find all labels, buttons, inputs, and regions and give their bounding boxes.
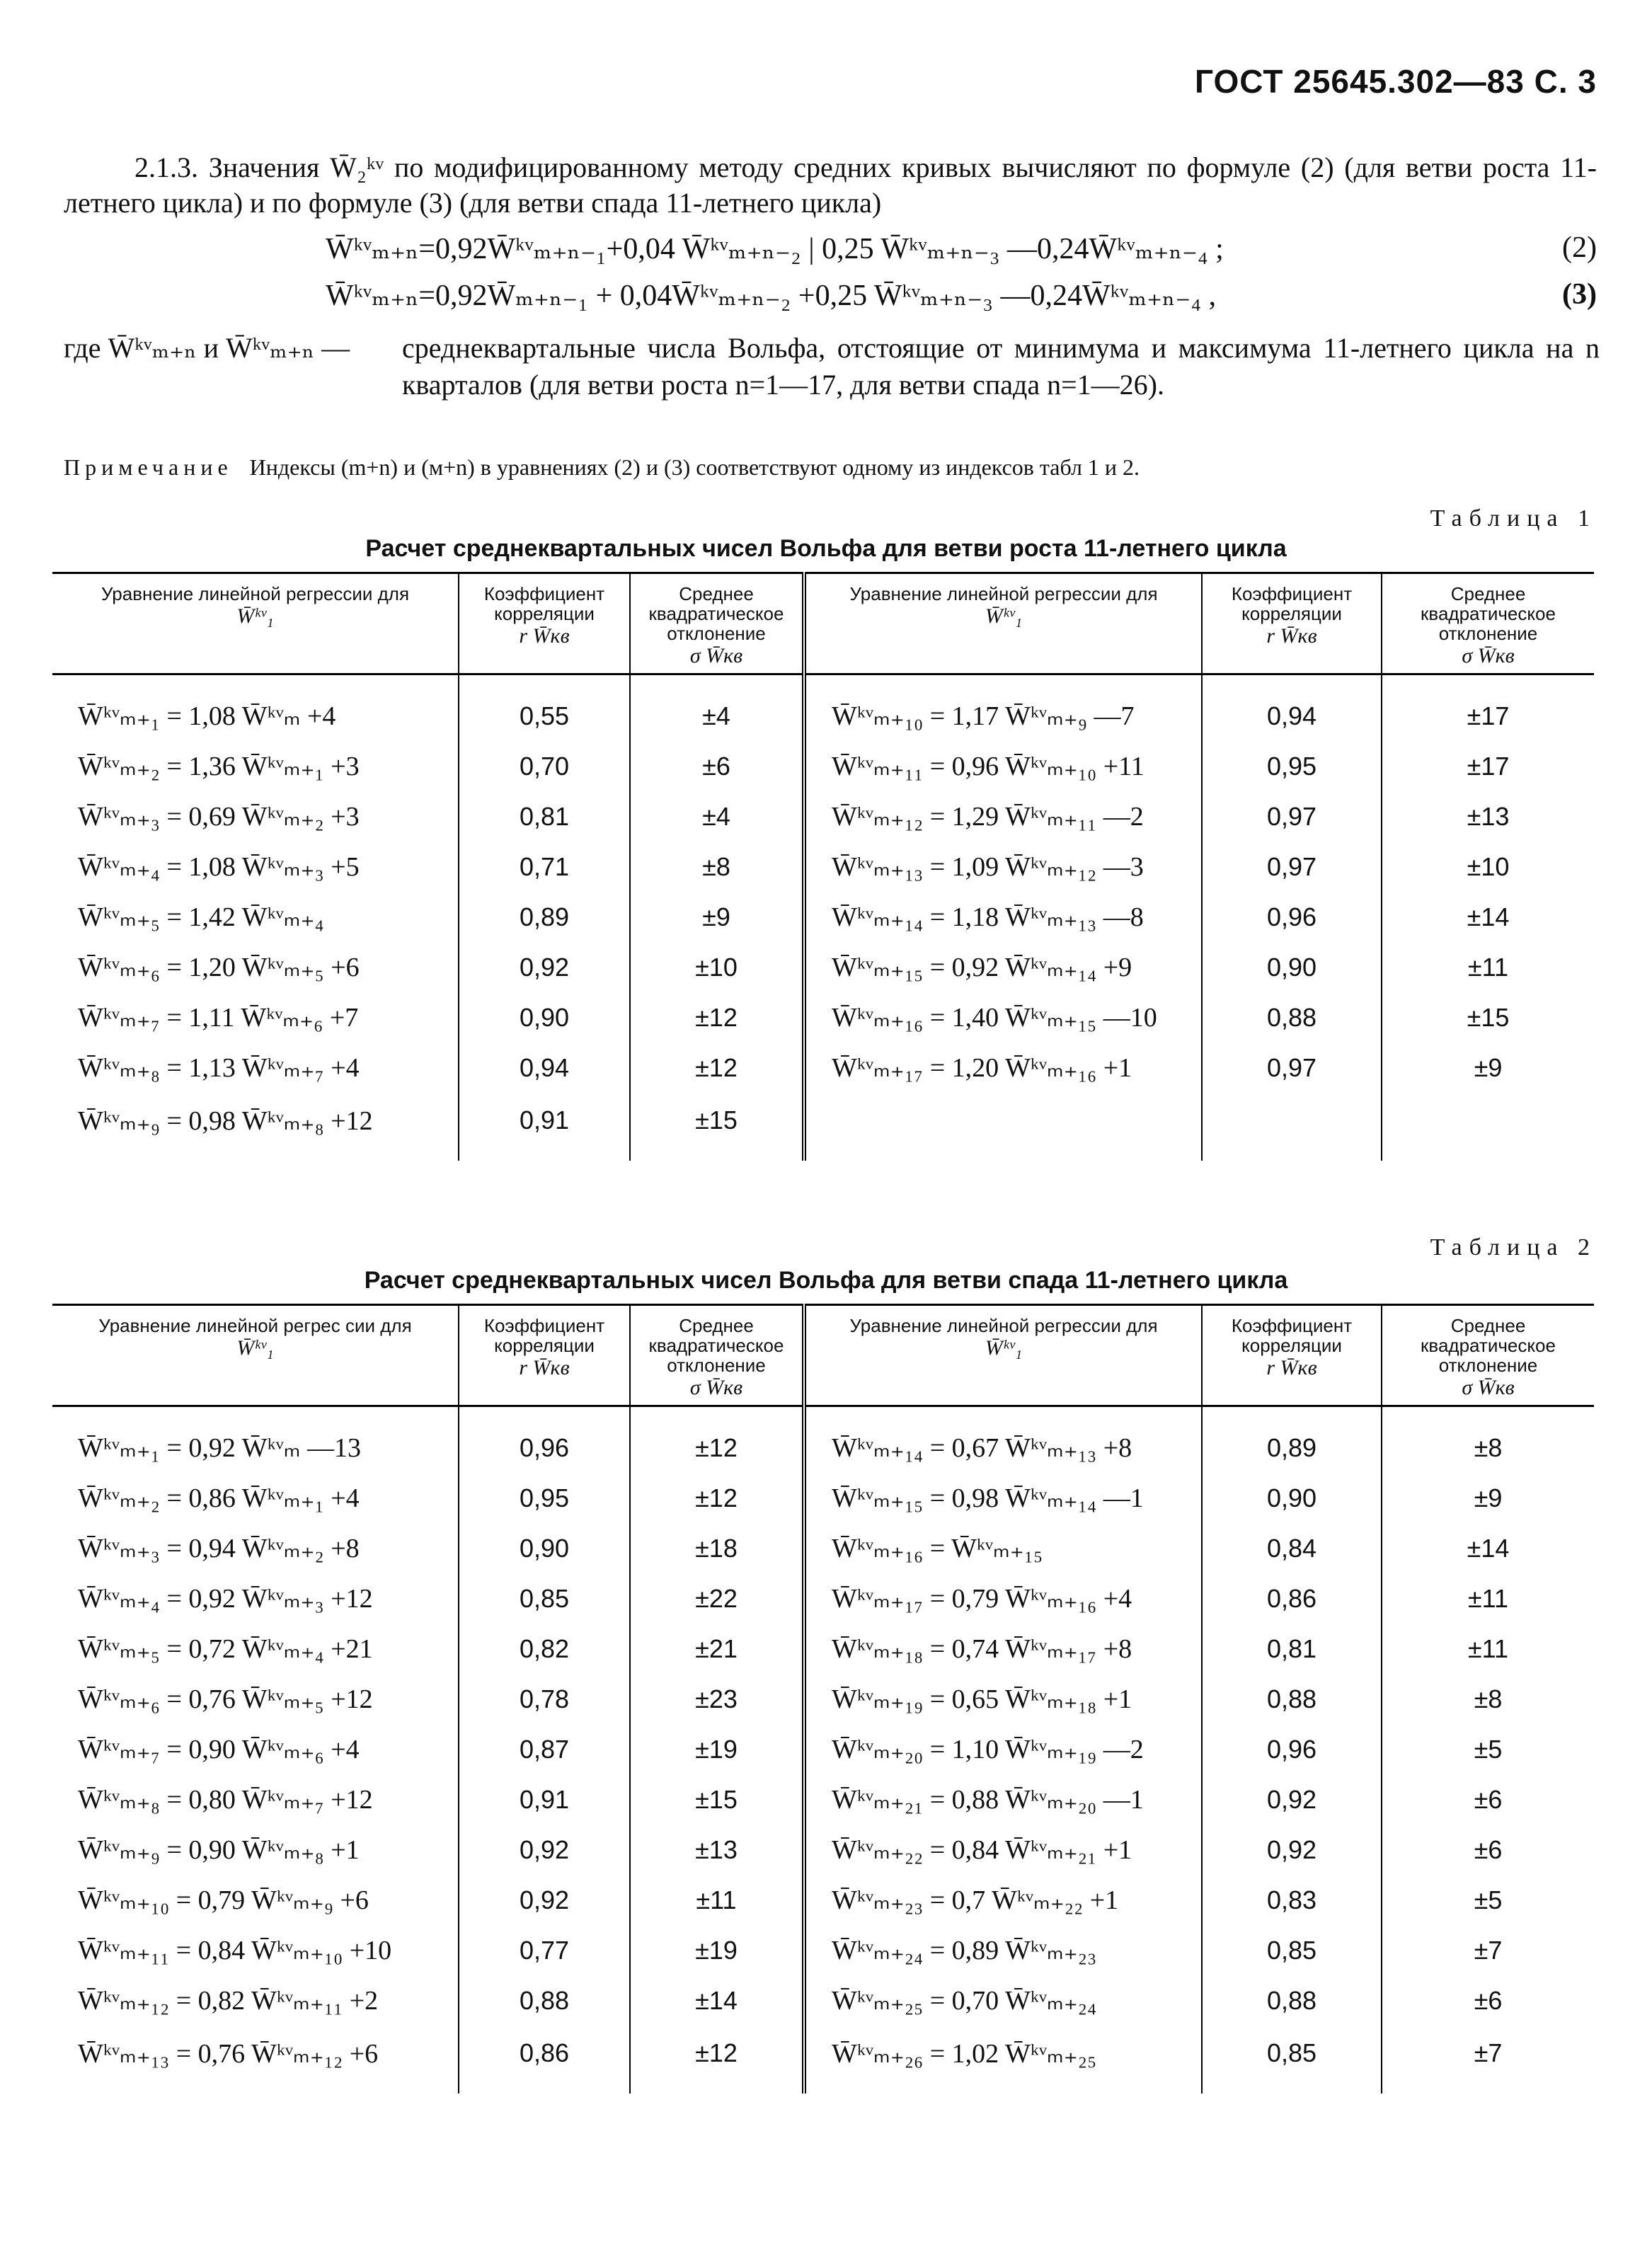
correlation-cell: 0,86 xyxy=(1202,1573,1382,1624)
equation-cell: W̄ᵏᵛₘ₊₁₃ = 0,76 W̄ᵏᵛₘ₊₁₂ +6 xyxy=(52,2026,459,2094)
equation-cell: W̄ᵏᵛₘ₊₂ = 1,36 W̄ᵏᵛₘ₊₁ +3 xyxy=(52,741,459,791)
equation-cell: W̄ᵏᵛₘ₊₇ = 1,11 W̄ᵏᵛₘ₊₆ +7 xyxy=(52,992,459,1043)
sigma-cell: ±6 xyxy=(1474,1985,1503,2015)
sigma-cell: ±8 xyxy=(1474,1684,1503,1713)
correlation-cell: 0,92 xyxy=(459,1825,630,1875)
header-sigma: Среднее квадратическое отклонение σ W̄кв xyxy=(630,1305,804,1406)
sigma-cell: ±5 xyxy=(1474,1734,1503,1764)
header-equation: Уравнение линейной регрес сии для W̄ᵏᵛ₁ xyxy=(52,1305,459,1406)
equation-cell: W̄ᵏᵛₘ₊₁₃ = 1,09 W̄ᵏᵛₘ₊₁₂ —3 xyxy=(804,842,1202,892)
equation-cell: W̄ᵏᵛₘ₊₁ = 0,92 W̄ᵏᵛₘ —13 xyxy=(52,1406,459,1474)
formula-2 xyxy=(326,231,1597,275)
correlation-cell: 0,90 xyxy=(459,992,630,1043)
correlation-cell: 0,81 xyxy=(459,791,630,842)
correlation-cell: 0,55 xyxy=(459,674,630,742)
correlation-cell: 0,97 xyxy=(1202,1043,1382,1093)
table-row xyxy=(52,1093,1594,1161)
correlation-cell: 0,97 xyxy=(1202,791,1382,842)
sigma-cell: ±12 xyxy=(630,1043,804,1093)
header-equation: Уравнение линейной регрессии для W̄ᵏᵛ₁ xyxy=(804,1305,1202,1406)
header-correlation: Коэффициент корреляции r W̄кв xyxy=(1202,1305,1382,1406)
equation-cell: W̄ᵏᵛₘ₊₁₀ = 1,17 W̄ᵏᵛₘ₊₉ —7 xyxy=(804,674,1202,742)
sigma-cell: ±22 xyxy=(630,1573,804,1624)
table-row xyxy=(52,942,1594,992)
equation-cell: W̄ᵏᵛₘ₊₅ = 1,42 W̄ᵏᵛₘ₊₄ xyxy=(52,892,459,942)
equation-cell: W̄ᵏᵛₘ₊₂₅ = 0,70 W̄ᵏᵛₘ₊₂₄ xyxy=(804,1975,1202,2026)
equation-cell: W̄ᵏᵛₘ₊₁₅ = 0,98 W̄ᵏᵛₘ₊₁₄ —1 xyxy=(804,1473,1202,1523)
sigma-cell: ±15 xyxy=(1467,1002,1510,1032)
table-row xyxy=(52,1674,1594,1724)
header-sigma: Среднее квадратическое отклонение σ W̄кв xyxy=(1382,1305,1594,1406)
correlation-cell: 0,89 xyxy=(459,892,630,942)
correlation-cell: 0,85 xyxy=(459,1573,630,1624)
equation-cell: W̄ᵏᵛₘ₊₁₇ = 1,20 W̄ᵏᵛₘ₊₁₆ +1 xyxy=(804,1043,1202,1093)
sigma-cell: ±5 xyxy=(1474,1885,1503,1914)
table-row xyxy=(52,1975,1594,2026)
correlation-cell: 0,85 xyxy=(1202,1925,1382,1975)
equation-cell: W̄ᵏᵛₘ₊₁₆ = W̄ᵏᵛₘ₊₁₅ xyxy=(804,1523,1202,1573)
correlation-cell: 0,86 xyxy=(459,2026,630,2094)
where-text: среднеквартальные числа Вольфа, отстоящие от минимума и максимума 11-летнего цикла на n кварталов (для ветви роста n=1—17, для ветви спада n=1—26). xyxy=(402,332,1600,401)
table-row xyxy=(52,1825,1594,1875)
equation-cell: W̄ᵏᵛₘ₊₁₁ = 0,96 W̄ᵏᵛₘ₊₁₀ +11 xyxy=(804,741,1202,791)
correlation-cell: 0,92 xyxy=(459,1875,630,1925)
equation-cell: W̄ᵏᵛₘ₊₆ = 0,76 W̄ᵏᵛₘ₊₅ +12 xyxy=(52,1674,459,1724)
sigma-cell: ±11 xyxy=(1467,952,1509,982)
sigma-cell: ±12 xyxy=(630,1406,804,1474)
correlation-cell: 0,88 xyxy=(1202,1674,1382,1724)
table-row xyxy=(52,674,1594,742)
correlation-cell: 0,85 xyxy=(1202,2026,1382,2094)
table-row xyxy=(52,791,1594,842)
header-sigma: Среднее квадратическое отклонение σ W̄кв xyxy=(1382,573,1594,674)
formula-number: (2) xyxy=(1562,231,1597,264)
sigma-cell: ±11 xyxy=(630,1875,804,1925)
correlation-cell: 0,81 xyxy=(1202,1624,1382,1674)
equation-cell: W̄ᵏᵛₘ₊₁₆ = 1,40 W̄ᵏᵛₘ₊₁₅ —10 xyxy=(804,992,1202,1043)
page-header: ГОСТ 25645.302—83 С. 3 xyxy=(1195,63,1597,100)
table-row xyxy=(52,1724,1594,1774)
header-correlation: Коэффициент корреляции r W̄кв xyxy=(459,573,630,674)
sigma-cell: ±18 xyxy=(630,1523,804,1573)
table-row xyxy=(52,1523,1594,1573)
equation-cell: W̄ᵏᵛₘ₊₁₄ = 0,67 W̄ᵏᵛₘ₊₁₃ +8 xyxy=(804,1406,1202,1474)
header-equation: Уравнение линейной регрессии для W̄ᵏᵛ₁ xyxy=(804,573,1202,674)
equation-cell: W̄ᵏᵛₘ₊₅ = 0,72 W̄ᵏᵛₘ₊₄ +21 xyxy=(52,1624,459,1674)
sigma-cell: ±9 xyxy=(1474,1052,1503,1082)
sigma-cell: ±21 xyxy=(630,1624,804,1674)
correlation-cell: 0,95 xyxy=(459,1473,630,1523)
equation-cell: W̄ᵏᵛₘ₊₁ = 1,08 W̄ᵏᵛₘ +4 xyxy=(52,674,459,742)
table-header-row xyxy=(52,573,1594,674)
sigma-cell: ±10 xyxy=(1467,851,1510,881)
equation-cell: W̄ᵏᵛₘ₊₁₅ = 0,92 W̄ᵏᵛₘ₊₁₄ +9 xyxy=(804,942,1202,992)
equation-cell: W̄ᵏᵛₘ₊₁₂ = 1,29 W̄ᵏᵛₘ₊₁₁ —2 xyxy=(804,791,1202,842)
equation-cell: W̄ᵏᵛₘ₊₁₈ = 0,74 W̄ᵏᵛₘ₊₁₇ +8 xyxy=(804,1624,1202,1674)
equation-cell: W̄ᵏᵛₘ₊₁₁ = 0,84 W̄ᵏᵛₘ₊₁₀ +10 xyxy=(52,1925,459,1975)
formula-text: W̄ᵏᵛₘ₊ₙ=0,92W̄ᵏᵛₘ₊ₙ₋₁+0,04 W̄ᵏᵛₘ₊ₙ₋₂ | 0,25 W̄ᵏᵛₘ₊ₙ₋₃ —0,24W̄ᵏᵛₘ₊ₙ₋₄ ; xyxy=(326,233,1224,265)
equation-cell: W̄ᵏᵛₘ₊₉ = 0,90 W̄ᵏᵛₘ₊₈ +1 xyxy=(52,1825,459,1875)
correlation-cell: 0,90 xyxy=(1202,1473,1382,1523)
correlation-cell: 0,91 xyxy=(459,1774,630,1825)
formula-3 xyxy=(326,277,1597,321)
equation-cell: W̄ᵏᵛₘ₊₃ = 0,94 W̄ᵏᵛₘ₊₂ +8 xyxy=(52,1523,459,1573)
table-row xyxy=(52,2026,1594,2094)
table-header-row xyxy=(52,1305,1594,1406)
correlation-cell: 0,94 xyxy=(1202,674,1382,742)
table-row xyxy=(52,1624,1594,1674)
header-correlation: Коэффициент корреляции r W̄кв xyxy=(1202,573,1382,674)
sigma-cell: ±4 xyxy=(630,791,804,842)
sigma-cell: ±7 xyxy=(1474,1935,1503,1965)
sigma-cell: ±13 xyxy=(1467,801,1510,831)
equation-cell: W̄ᵏᵛₘ₊₈ = 1,13 W̄ᵏᵛₘ₊₇ +4 xyxy=(52,1043,459,1093)
equation-cell xyxy=(804,1093,1202,1161)
correlation-cell: 0,83 xyxy=(1202,1875,1382,1925)
note-label: Примечание xyxy=(64,454,233,480)
where-label: где W̄ᵏᵛₘ₊ₙ и W̄ᵏᵛₘ₊ₙ — xyxy=(64,332,350,364)
sigma-cell: ±17 xyxy=(1467,751,1510,781)
equation-cell: W̄ᵏᵛₘ₊₈ = 0,80 W̄ᵏᵛₘ₊₇ +12 xyxy=(52,1774,459,1825)
correlation-cell: 0,92 xyxy=(1202,1774,1382,1825)
equation-cell: W̄ᵏᵛₘ₊₂₂ = 0,84 W̄ᵏᵛₘ₊₂₁ +1 xyxy=(804,1825,1202,1875)
equation-cell: W̄ᵏᵛₘ₊₄ = 1,08 W̄ᵏᵛₘ₊₃ +5 xyxy=(52,842,459,892)
table-row xyxy=(52,842,1594,892)
sigma-cell: ±11 xyxy=(1467,1633,1509,1663)
equation-cell: W̄ᵏᵛₘ₊₁₂ = 0,82 W̄ᵏᵛₘ₊₁₁ +2 xyxy=(52,1975,459,2026)
sigma-cell: ±19 xyxy=(630,1925,804,1975)
correlation-cell: 0,88 xyxy=(459,1975,630,2026)
table-row xyxy=(52,741,1594,791)
table-row xyxy=(52,992,1594,1043)
correlation-cell: 0,87 xyxy=(459,1724,630,1774)
correlation-cell: 0,92 xyxy=(459,942,630,992)
correlation-cell: 0,78 xyxy=(459,1674,630,1724)
table-row xyxy=(52,1875,1594,1925)
note xyxy=(64,453,1597,481)
formula-text: W̄ᵏᵛₘ₊ₙ=0,92W̄ₘ₊ₙ₋₁ + 0,04W̄ᵏᵛₘ₊ₙ₋₂ +0,25 W̄ᵏᵛₘ₊ₙ₋₃ —0,24W̄ᵏᵛₘ₊ₙ₋₄ , xyxy=(326,280,1217,312)
sigma-cell: ±9 xyxy=(1474,1483,1503,1512)
correlation-cell xyxy=(1202,1093,1382,1161)
equation-cell: W̄ᵏᵛₘ₊₁₇ = 0,79 W̄ᵏᵛₘ₊₁₆ +4 xyxy=(804,1573,1202,1624)
formula-number: (3) xyxy=(1562,278,1597,311)
sigma-cell: ±11 xyxy=(1467,1583,1509,1613)
sigma-cell: ±6 xyxy=(1474,1784,1503,1814)
correlation-cell: 0,90 xyxy=(1202,942,1382,992)
sigma-cell: ±12 xyxy=(630,2026,804,2094)
correlation-cell: 0,88 xyxy=(1202,992,1382,1043)
correlation-cell: 0,96 xyxy=(1202,1724,1382,1774)
correlation-cell: 0,90 xyxy=(459,1523,630,1573)
sigma-cell: ±8 xyxy=(630,842,804,892)
correlation-cell: 0,89 xyxy=(1202,1406,1382,1474)
sigma-cell: ±14 xyxy=(1467,902,1510,931)
sigma-cell: ±7 xyxy=(1474,2038,1503,2067)
sigma-cell: ±17 xyxy=(1467,701,1510,730)
table-row xyxy=(52,892,1594,942)
sigma-cell: ±4 xyxy=(630,674,804,742)
correlation-cell: 0,82 xyxy=(459,1624,630,1674)
sigma-cell: ±14 xyxy=(630,1975,804,2026)
table-1-title: Расчет среднеквартальных чисел Вольфа для ветви роста 11-летнего цикла xyxy=(365,535,1287,562)
table-row xyxy=(52,1043,1594,1093)
equation-cell: W̄ᵏᵛₘ₊₂₃ = 0,7 W̄ᵏᵛₘ₊₂₂ +1 xyxy=(804,1875,1202,1925)
header-sigma: Среднее квадратическое отклонение σ W̄кв xyxy=(630,573,804,674)
equation-cell: W̄ᵏᵛₘ₊₃ = 0,69 W̄ᵏᵛₘ₊₂ +3 xyxy=(52,791,459,842)
equation-cell: W̄ᵏᵛₘ₊₉ = 0,98 W̄ᵏᵛₘ₊₈ +12 xyxy=(52,1093,459,1161)
correlation-cell: 0,71 xyxy=(459,842,630,892)
sigma-cell xyxy=(1382,1093,1594,1161)
sigma-cell: ±9 xyxy=(630,892,804,942)
table-1-label: Таблица 1 xyxy=(1430,505,1597,532)
equation-cell: W̄ᵏᵛₘ₊₄ = 0,92 W̄ᵏᵛₘ₊₃ +12 xyxy=(52,1573,459,1624)
sigma-cell: ±6 xyxy=(630,741,804,791)
correlation-cell: 0,96 xyxy=(1202,892,1382,942)
correlation-cell: 0,94 xyxy=(459,1043,630,1093)
equation-cell: W̄ᵏᵛₘ₊₁₉ = 0,65 W̄ᵏᵛₘ₊₁₈ +1 xyxy=(804,1674,1202,1724)
correlation-cell: 0,96 xyxy=(459,1406,630,1474)
note-text: Индексы (m+n) и (м+n) в уравнениях (2) и (3) соответствуют одному из индексов табл 1 и 2. xyxy=(249,454,1140,480)
equation-cell: W̄ᵏᵛₘ₊₂₆ = 1,02 W̄ᵏᵛₘ₊₂₅ xyxy=(804,2026,1202,2094)
equation-cell: W̄ᵏᵛₘ₊₁₀ = 0,79 W̄ᵏᵛₘ₊₉ +6 xyxy=(52,1875,459,1925)
section-paragraph: 2.1.3. Значения W̄₂ᵏᵛ по модифицированному методу средних кривых вычисляют по формуле (2) (для ветви роста 11-летнего цикла) и по формуле (3) (для ветви спада 11-летнего цикла) xyxy=(64,151,1597,219)
sigma-cell: ±14 xyxy=(1467,1533,1510,1563)
correlation-cell: 0,91 xyxy=(459,1093,630,1161)
correlation-cell: 0,84 xyxy=(1202,1523,1382,1573)
sigma-cell: ±13 xyxy=(630,1825,804,1875)
table-1-body xyxy=(52,674,1594,1161)
table-2-body xyxy=(52,1406,1594,2094)
correlation-cell: 0,92 xyxy=(1202,1825,1382,1875)
equation-cell: W̄ᵏᵛₘ₊₂ = 0,86 W̄ᵏᵛₘ₊₁ +4 xyxy=(52,1473,459,1523)
equation-cell: W̄ᵏᵛₘ₊₆ = 1,20 W̄ᵏᵛₘ₊₅ +6 xyxy=(52,942,459,992)
table-row xyxy=(52,1406,1594,1474)
table-2-label: Таблица 2 xyxy=(1430,1234,1597,1260)
equation-cell: W̄ᵏᵛₘ₊₂₀ = 1,10 W̄ᵏᵛₘ₊₁₉ —2 xyxy=(804,1724,1202,1774)
correlation-cell: 0,97 xyxy=(1202,842,1382,892)
equation-cell: W̄ᵏᵛₘ₊₂₄ = 0,89 W̄ᵏᵛₘ₊₂₃ xyxy=(804,1925,1202,1975)
table-row xyxy=(52,1573,1594,1624)
sigma-cell: ±19 xyxy=(630,1724,804,1774)
sigma-cell: ±6 xyxy=(1474,1834,1503,1864)
sigma-cell: ±8 xyxy=(1474,1432,1503,1462)
equation-cell: W̄ᵏᵛₘ₊₁₄ = 1,18 W̄ᵏᵛₘ₊₁₃ —8 xyxy=(804,892,1202,942)
equation-cell: W̄ᵏᵛₘ₊₇ = 0,90 W̄ᵏᵛₘ₊₆ +4 xyxy=(52,1724,459,1774)
correlation-cell: 0,88 xyxy=(1202,1975,1382,2026)
table-row xyxy=(52,1473,1594,1523)
header-correlation: Коэффициент корреляции r W̄кв xyxy=(459,1305,630,1406)
correlation-cell: 0,77 xyxy=(459,1925,630,1975)
sigma-cell: ±23 xyxy=(630,1674,804,1724)
sigma-cell: ±15 xyxy=(630,1093,804,1161)
sigma-cell: ±12 xyxy=(630,992,804,1043)
sigma-cell: ±10 xyxy=(630,942,804,992)
table-2 xyxy=(52,1304,1594,2094)
table-2-title: Расчет среднеквартальных чисел Вольфа для ветви спада 11-летнего цикла xyxy=(364,1267,1288,1294)
correlation-cell: 0,70 xyxy=(459,741,630,791)
table-row xyxy=(52,1925,1594,1975)
equation-cell: W̄ᵏᵛₘ₊₂₁ = 0,88 W̄ᵏᵛₘ₊₂₀ —1 xyxy=(804,1774,1202,1825)
sigma-cell: ±15 xyxy=(630,1774,804,1825)
sigma-cell: ±12 xyxy=(630,1473,804,1523)
correlation-cell: 0,95 xyxy=(1202,741,1382,791)
table-1 xyxy=(52,572,1594,1161)
header-equation: Уравнение линейной регрессии для W̄ᵏᵛ₁ xyxy=(52,573,459,674)
table-row xyxy=(52,1774,1594,1825)
